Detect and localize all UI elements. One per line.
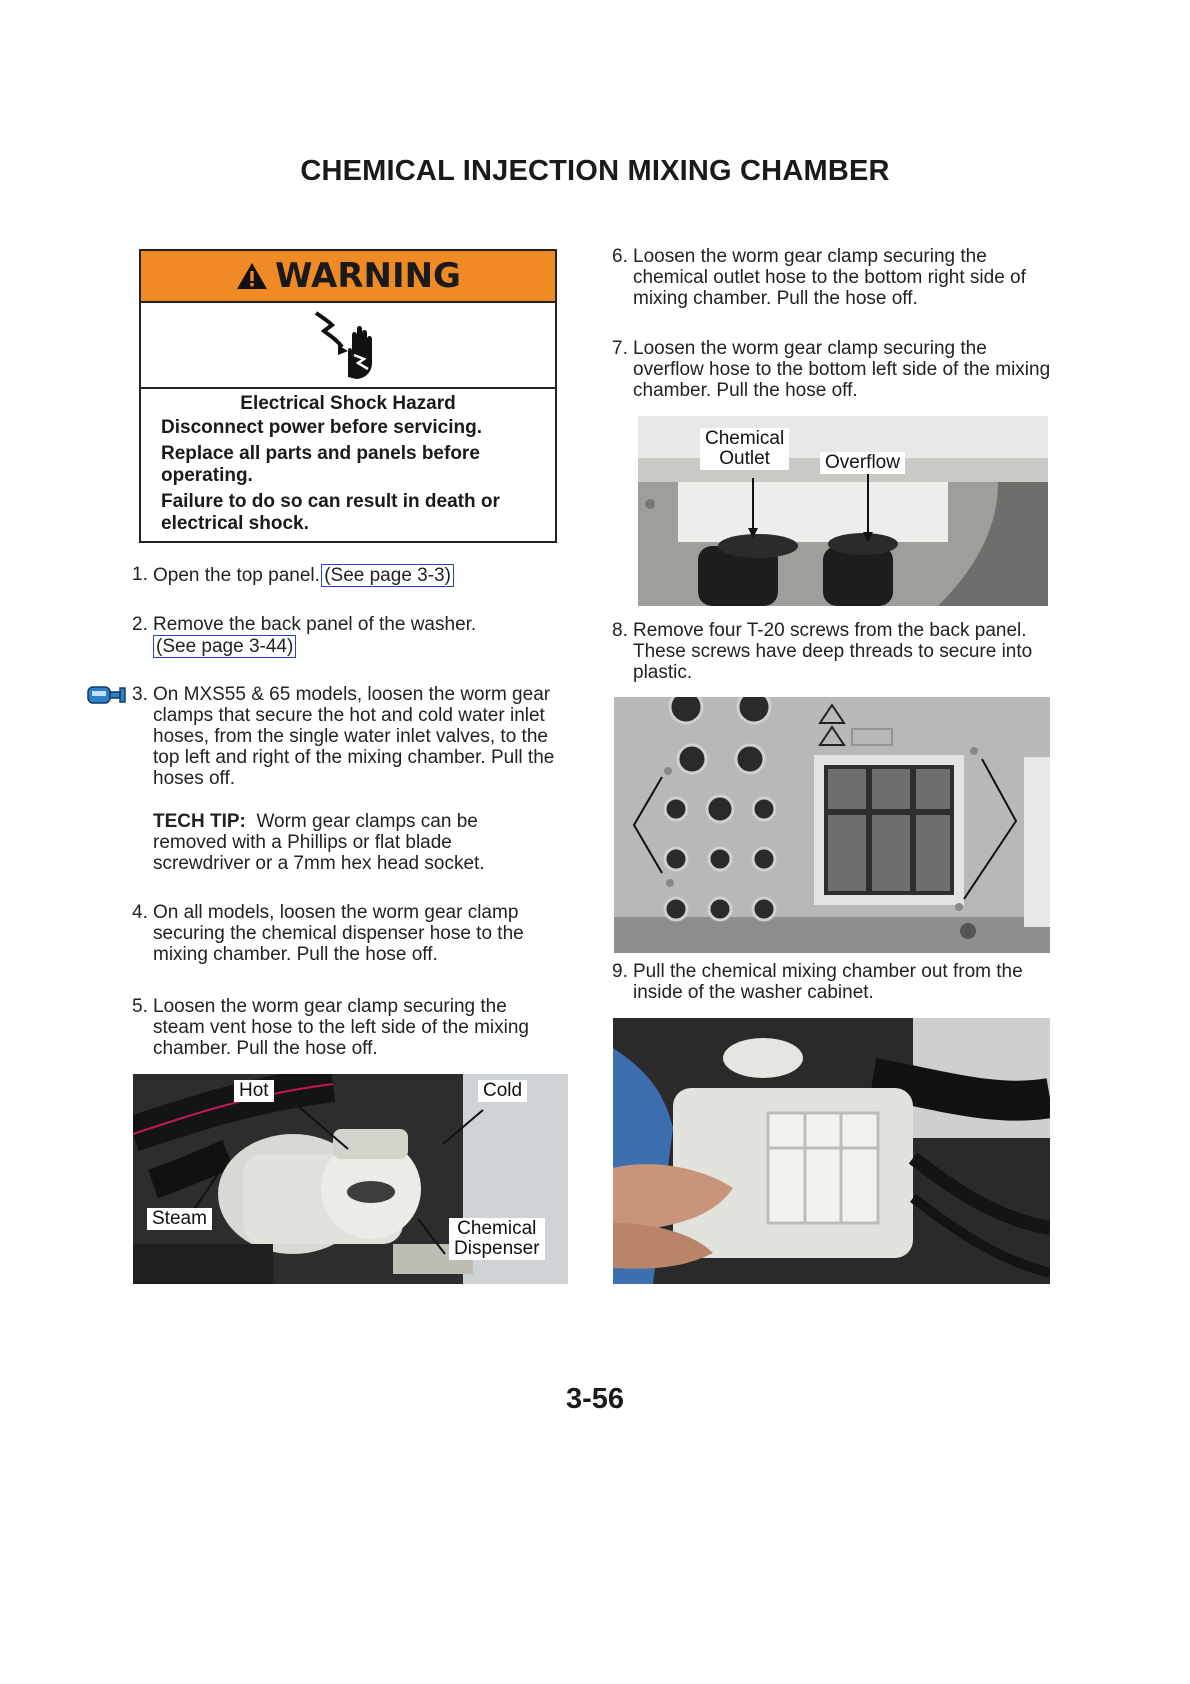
step-2: 2. Remove the back panel of the washer. (See page 3-44) — [132, 614, 477, 657]
step-6: 6. Loosen the worm gear clamp securing the chemical outlet hose to the bottom right side of mixing chamber. Pull the hose off. — [612, 246, 1026, 309]
photo-outlet-overflow — [638, 416, 1048, 606]
photo-inlet-hoses — [133, 1074, 568, 1284]
label-chemical-dispenser: Chemical Dispenser — [449, 1218, 545, 1260]
photo-mixing-chamber-illustration — [613, 1018, 1050, 1284]
electric-shock-hand-icon — [308, 307, 388, 383]
warning-header-text: WARNING — [275, 256, 461, 296]
warning-line: Failure to do so can result in death or electrical shock. — [161, 491, 500, 534]
step-8: 8. Remove four T-20 screws from the back panel. These screws have deep threads to secure into plastic. — [612, 620, 1033, 683]
warning-line: Replace all parts and panels before operating. — [161, 443, 480, 486]
warning-header — [141, 251, 555, 303]
step-3: 3. On MXS55 & 65 models, loosen the worm gear clamps that secure the hot and cold water inlet hoses, from the single water inlet valves, to the top left and right of the mixing chamber. Pull the hoses off. — [132, 684, 555, 789]
photo-mixing-chamber-removal — [613, 1018, 1050, 1284]
step-4: 4. On all models, loosen the worm gear clamp securing the chemical dispenser hose to the mixing chamber. Pull the hose off. — [132, 902, 524, 965]
model-specific-icon — [86, 683, 130, 707]
step-7: 7. Loosen the worm gear clamp securing the overflow hose to the bottom left side of the mixing chamber. Pull the hose off. — [612, 338, 1051, 401]
label-overflow: Overflow — [820, 452, 905, 474]
page-number: 3-56 — [565, 1383, 625, 1415]
hazard-title: Electrical Shock Hazard — [240, 393, 456, 414]
tech-tip — [153, 811, 543, 874]
tech-tip-text: Worm gear clamps can be removed with a Phillips or flat blade screwdriver or a 7mm hex head socket. — [153, 811, 485, 874]
photo-back-panel-illustration — [614, 697, 1050, 953]
warning-box — [139, 249, 557, 543]
step-5: 5. Loosen the worm gear clamp securing the steam vent hose to the left side of the mixing chamber. Pull the hose off. — [132, 996, 529, 1059]
step-9: 9. Pull the chemical mixing chamber out from the inside of the washer cabinet. — [612, 961, 1023, 1003]
label-steam: Steam — [147, 1208, 212, 1230]
page-title: CHEMICAL INJECTION MIXING CHAMBER — [300, 155, 890, 187]
see-page-link[interactable]: (See page 3-3) — [321, 564, 454, 587]
step-1: 1. Open the top panel. (See page 3-3) — [132, 564, 572, 587]
label-hot: Hot — [234, 1080, 274, 1102]
label-chemical-outlet: Chemical Outlet — [700, 428, 789, 470]
warning-triangle-icon — [235, 261, 269, 291]
photo-back-panel-screws — [614, 697, 1050, 953]
see-page-link[interactable]: (See page 3-44) — [153, 635, 296, 658]
label-cold: Cold — [478, 1080, 527, 1102]
warning-line: Disconnect power before servicing. — [161, 417, 482, 438]
tech-tip-label: TECH TIP: — [153, 811, 246, 832]
